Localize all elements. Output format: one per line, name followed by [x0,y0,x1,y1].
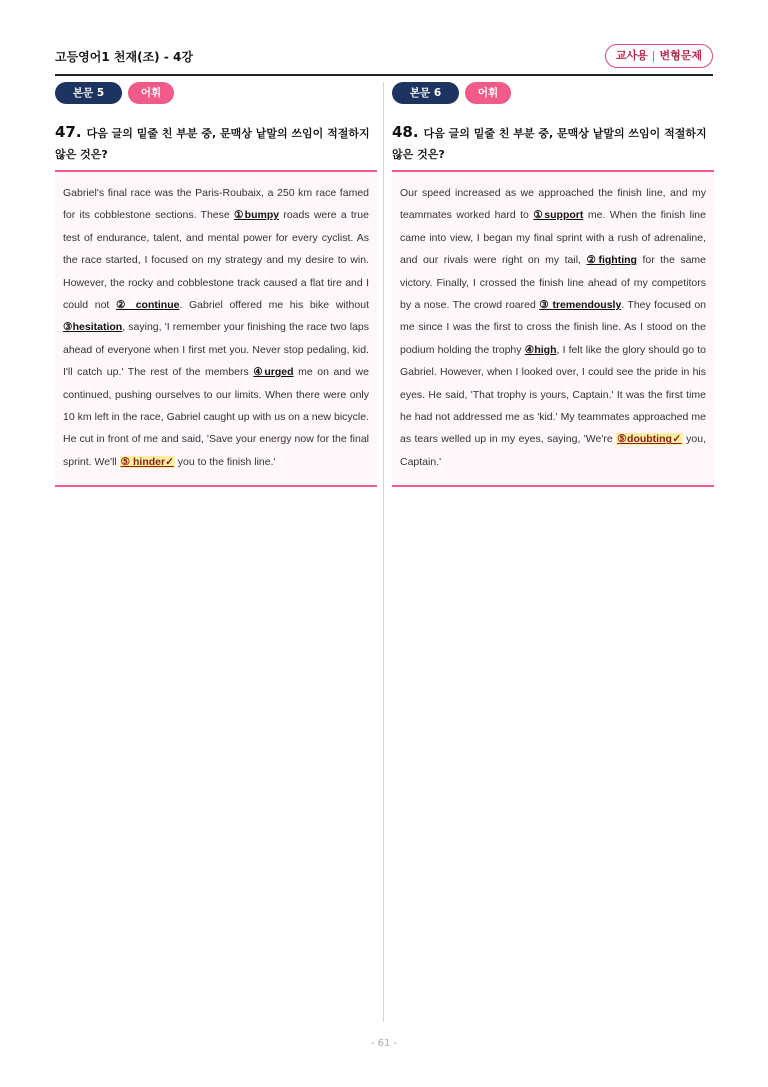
question-prompt [392,122,714,165]
passage-segment: me on and we continued, pushing ourselves to our limits. When there were only 10 km left in the race, Gabriel caught up with us on a new bicycle. He cut in front of me and said, 'Save your energy now for the final sprint. We'll [63,366,369,468]
passage-text [63,182,369,473]
option-4: ④urged [253,366,294,379]
option-4: ④high [524,343,557,356]
vocab-tag: 어휘 [465,82,511,104]
column-divider [383,82,384,1022]
passage-text [400,182,706,473]
question-block-48 [392,82,714,487]
option-1: ①support [533,209,584,222]
teacher-badge [605,44,713,68]
question-number: 47. [55,123,82,141]
passage-box [55,172,377,487]
passage-segment: , I felt like the glory should go to Gabriel. However, when I looked over, I could see the pride in his eyes. He said, 'That trophy is yours, Captain.' It was the first time he had not addressed me as 'kid.' My teammates approached me as tears welled up in my eyes, saying, 'We're [400,343,707,446]
passage-segment: Our speed increased as we approached the finish line, and my teammates worked hard to [400,187,706,222]
answer-option-5: ⑤doubting✓ [617,433,682,446]
page-title: 고등영어1 천재(조) - 4강 [55,50,193,64]
question-tags [392,82,714,104]
passage-segment: . Gabriel offered me his bike without [179,299,369,312]
badge-separator: | [651,49,656,62]
passage-segment: you, Captain.' [400,433,707,468]
question-tags [55,82,377,104]
question-text: 다음 글의 밑줄 친 부분 중, 문맥상 낱말의 쓰임이 적절하지 않은 것은? [392,127,707,161]
question-number: 48. [392,123,419,141]
option-3: ③hesitation [63,321,123,334]
passage-segment: . They focused on me since I was the first to cross the finish line. As I stood on the podium holding the trophy [400,299,706,356]
badge-label-type: 변형문제 [659,49,702,62]
question-prompt [55,122,377,165]
passage-segment: you to the finish line.' [174,455,276,468]
vocab-tag: 어휘 [128,82,174,104]
passage-segment: for the same victory. Finally, I crossed the finish line ahead of my competitors by a nose. The crowd roared [400,254,706,312]
page-number: - 61 - [370,1038,398,1049]
question-block-47 [55,82,377,487]
passage-segment: Gabriel's final race was the Paris-Roubaix, a 250 km race famed for its cobblestone sections. These [63,187,369,222]
option-2: ②fighting [586,254,637,267]
passage-segment: me. When the finish line came into view, I began my final sprint with a rush of adrenaline, and our rivals were right on my tail, [400,209,706,267]
answer-option-5: ⑤ hinder✓ [120,455,174,468]
page-header [55,44,713,76]
passage-box [392,172,714,487]
passage-segment: , saying, 'I remember your finishing the race two laps ahead of everyone when I first met you. Never stop pedaling, kid. I'll catch up.' The rest of the members [63,321,369,379]
option-1: ①bumpy [233,209,280,222]
passage-segment: roads were a true test of endurance, talent, and mental power for every cyclist. As the race started, I focused on my strategy and my desire to win. However, the rocky and cobblestone track caused a flat tire and I could not [63,209,369,312]
passage-tag: 본문 6 [392,82,459,104]
option-3: ③ tremendously [539,299,622,312]
passage-tag: 본문 5 [55,82,122,104]
option-2: ② continue [115,299,180,312]
badge-label-teacher: 교사용 [615,49,648,62]
question-text: 다음 글의 밑줄 친 부분 중, 문맥상 낱말의 쓰임이 적절하지 않은 것은? [55,127,370,161]
